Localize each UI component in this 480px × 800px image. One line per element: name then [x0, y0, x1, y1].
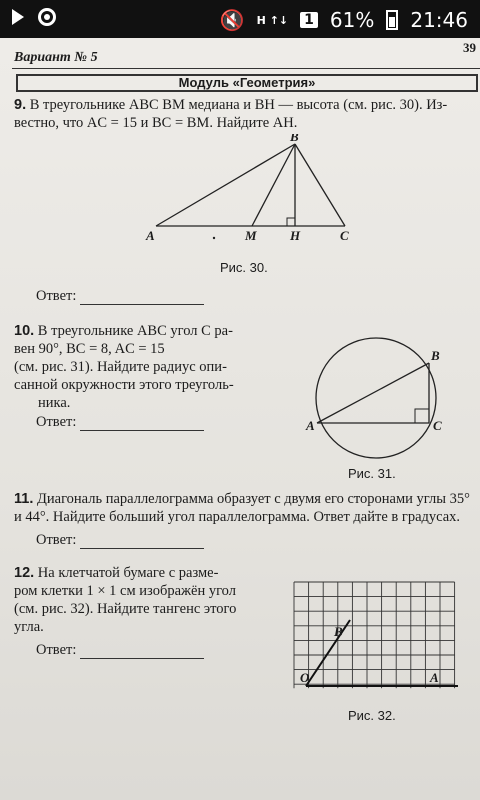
figure-30-caption: Рис. 30. [220, 260, 268, 275]
battery-percent: 61% [329, 8, 375, 32]
answer-line [80, 416, 204, 431]
answer-label: Ответ: [36, 532, 77, 548]
problem-text-line: ника. [38, 395, 71, 411]
answer-10 [36, 414, 204, 431]
figure-32-grid [290, 578, 470, 698]
chrome-icon [38, 8, 56, 26]
figure-31-caption: Рис. 31. [348, 466, 396, 481]
problem-number: 10. [14, 323, 35, 339]
module-title: Модуль «Геометрия» [16, 74, 478, 92]
answer-9 [36, 288, 204, 305]
play-store-icon [12, 9, 24, 25]
answer-label: Ответ: [36, 414, 77, 430]
label-C: C [433, 418, 442, 433]
problem-text-line: В треугольнике ABC BM медиана и BH — высота (см. рис. 30). Из- [29, 97, 448, 113]
problem-number: 12. [14, 565, 35, 581]
battery-icon [386, 10, 398, 30]
problem-text-line: и 44°. Найдите больший угол параллелограмма. Ответ дайте в градусах. [14, 509, 461, 525]
problem-text-line: вестно, что AC = 15 и BC = BM. Найдите AH. [14, 115, 298, 131]
problem-text-line: вен 90°, BC = 8, AC = 15 [14, 341, 165, 357]
label-O: O [300, 670, 310, 685]
label-M: M [245, 228, 257, 243]
problem-text-line: На клетчатой бумаге с разме- [37, 565, 219, 581]
problem-text-line: В треугольнике ABC угол C ра- [37, 323, 233, 339]
answer-label: Ответ: [36, 288, 77, 304]
page-number: 39 [463, 40, 476, 55]
label-A: A [306, 418, 315, 433]
answer-label: Ответ: [36, 642, 77, 658]
problem-12 [14, 564, 284, 636]
label-H: H [290, 228, 301, 243]
mute-icon: 🔇 [219, 8, 245, 32]
answer-line [80, 534, 204, 549]
problem-text-line: ром клетки 1 × 1 см изображён угол [14, 583, 236, 599]
header-divider [12, 68, 480, 69]
problem-text-line: угла. [14, 619, 44, 635]
problem-9 [14, 96, 478, 132]
textbook-page [0, 38, 480, 800]
figure-31 [300, 328, 460, 478]
answer-11 [36, 532, 204, 549]
network-signal-icon [257, 15, 289, 26]
problem-number: 11. [14, 491, 34, 507]
problem-number: 9. [14, 97, 27, 113]
network-arrows-label: ↑↓ [269, 13, 289, 27]
problem-text-line: (см. рис. 32). Найдите тангенс этого [14, 601, 237, 617]
sim-indicator: 1 [300, 12, 318, 28]
problem-text-line: (см. рис. 31). Найдите радиус опи- [14, 359, 227, 375]
answer-line [80, 290, 204, 305]
clock: 21:46 [410, 8, 468, 32]
figure-30 [140, 134, 370, 254]
answer-12 [36, 642, 204, 659]
variant-label: Вариант № 5 [14, 50, 98, 65]
answer-line [80, 644, 204, 659]
label-B: B [290, 134, 299, 144]
problem-text-line: Диагональ параллелограмма образует с двумя его сторонами углы 35° [36, 491, 470, 507]
label-C: C [340, 228, 349, 243]
label-B: B [334, 624, 343, 639]
network-type-label: H [256, 13, 266, 27]
label-A: A [430, 670, 439, 685]
label-B: B [431, 348, 440, 363]
problem-11 [14, 490, 480, 526]
figure-32-caption: Рис. 32. [348, 708, 396, 723]
status-bar [0, 0, 480, 38]
problem-10 [14, 322, 284, 412]
label-A: A [146, 228, 155, 243]
problem-text-line: санной окружности этого треуголь- [14, 377, 234, 393]
